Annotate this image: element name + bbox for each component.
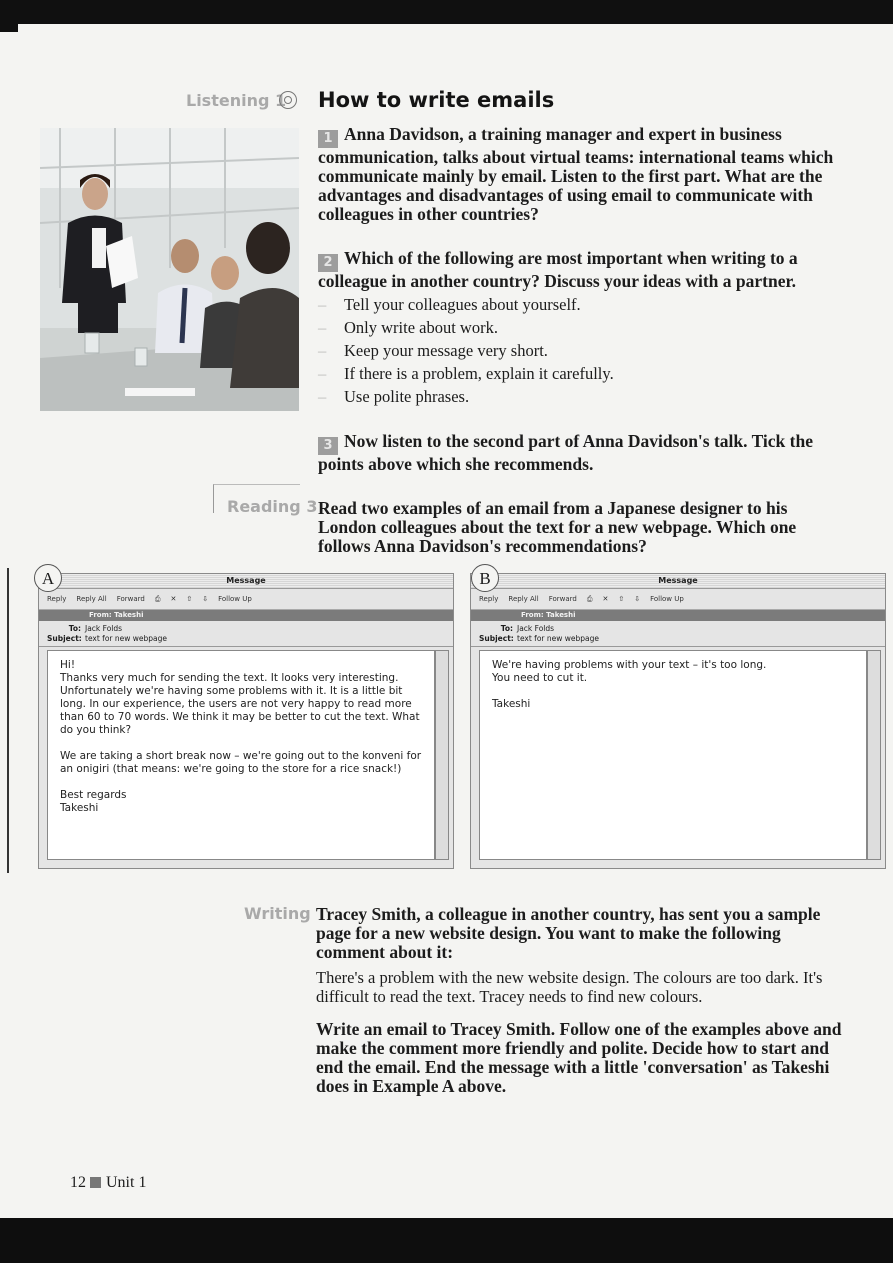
task-number-3: 3 (318, 437, 338, 455)
list-item: – Keep your message very short. (318, 339, 614, 362)
email-b-headers (471, 621, 885, 647)
writing-comment: There's a problem with the new website design. The colours are too dark. It's difficult to read the text. Tracey needs to find new colours. (316, 968, 823, 1006)
printer-icon[interactable]: ⎙ (154, 594, 161, 603)
prev-arrow-icon[interactable]: ⇧ (618, 595, 625, 603)
email-paragraph: Hi! Thanks very much for sending the text. It looks very interesting. Unfortunately we're having some problems with it. It is a little bit long. In our experience, the users are not very happy to read more than 60 to 70 words. We think it may be better to cut the text. What do you think? (60, 659, 420, 736)
email-b-titlebar (471, 574, 885, 589)
to-label: To: (68, 624, 81, 633)
reply-button[interactable]: Reply (47, 595, 67, 603)
top-edge-bar (0, 0, 893, 24)
page-title: How to write emails (318, 88, 555, 112)
task-number-1: 1 (318, 130, 338, 148)
forward-button[interactable]: Forward (116, 595, 145, 603)
next-arrow-icon[interactable]: ⇩ (634, 595, 641, 603)
to-label: To: (500, 624, 513, 633)
from-row: From: Takeshi (39, 610, 453, 621)
page-footer (70, 1174, 146, 1192)
list-item: – Tell your colleagues about yourself. (318, 293, 614, 316)
email-a-toolbar (39, 589, 453, 610)
task-number-2: 2 (318, 254, 338, 272)
unit-label: Unit 1 (106, 1174, 147, 1191)
window-title: Message (226, 576, 266, 585)
forward-button[interactable]: Forward (548, 595, 577, 603)
follow-up-button[interactable]: Follow Up (218, 595, 252, 603)
email-signoff: Best regards Takeshi (60, 789, 127, 814)
audio-cd-icon (279, 91, 297, 109)
example-a-label: A (34, 564, 62, 592)
follow-up-button[interactable]: Follow Up (650, 595, 684, 603)
reply-all-button[interactable]: Reply All (76, 595, 107, 603)
listening-label: Listening 1 (186, 91, 287, 110)
subject-value: text for new webpage (517, 634, 600, 643)
to-value: Jack Folds (85, 624, 123, 633)
printer-icon[interactable]: ⎙ (586, 594, 593, 603)
task-1 (318, 125, 843, 224)
email-b-body (479, 650, 867, 860)
task-3 (318, 432, 843, 474)
window-title: Message (658, 576, 698, 585)
task-2 (318, 249, 843, 291)
list-item: – Only write about work. (318, 316, 614, 339)
task-2-text: Which of the following are most important when writing to a colleague in another country? Discuss your ideas with a partner. (318, 248, 798, 291)
list-item: – If there is a problem, explain it carefully. (318, 362, 614, 385)
writing-task: Write an email to Tracey Smith. Follow one of the examples above and make the comment more friendly and polite. Decide how to start and end the email. End the message with a little 'conversation' as Takeshi does in Example A above. (316, 1019, 842, 1096)
footer-square-icon (90, 1177, 101, 1188)
bottom-edge-bar (0, 1218, 893, 1263)
to-value: Jack Folds (517, 624, 555, 633)
writing-intro: Tracey Smith, a colleague in another country, has sent you a sample page for a new website design. You want to make the following comment about it: (316, 904, 821, 962)
email-b-scrollbar[interactable] (867, 650, 881, 860)
meeting-photo (40, 128, 299, 411)
email-signoff: Takeshi (492, 698, 531, 710)
email-a-headers (39, 621, 453, 647)
example-b-label: B (471, 564, 499, 592)
from-row: From: Takeshi (471, 610, 885, 621)
recommendation-list (318, 293, 614, 408)
email-b-toolbar (471, 589, 885, 610)
subject-value: text for new webpage (85, 634, 168, 643)
prev-arrow-icon[interactable]: ⇧ (186, 595, 193, 603)
left-margin-line (7, 568, 9, 873)
task-3-text: Now listen to the second part of Anna Davidson's talk. Tick the points above which she recommends. (318, 431, 813, 474)
email-a-scrollbar[interactable] (435, 650, 449, 860)
list-item: – Use polite phrases. (318, 385, 614, 408)
subject-label: Subject: (479, 634, 514, 643)
email-window-b (470, 573, 886, 869)
subject-label: Subject: (47, 634, 82, 643)
task-1-text: Anna Davidson, a training manager and expert in business communication, talks about virtual teams: international teams which communicate mainly by email. Listen to the first part. What are the advantages and disadvantages of using email to communicate with colleagues in other countries? (318, 124, 834, 224)
page-number: 12 (70, 1174, 86, 1191)
meeting-photo-illustration (40, 128, 299, 411)
email-a-body (47, 650, 435, 860)
writing-label: Writing (244, 904, 311, 923)
reply-all-button[interactable]: Reply All (508, 595, 539, 603)
delete-icon[interactable]: ✕ (602, 595, 609, 603)
delete-icon[interactable]: ✕ (170, 595, 177, 603)
email-a-titlebar (39, 574, 453, 589)
email-paragraph: We're having problems with your text – it's too long. You need to cut it. (492, 659, 767, 684)
top-edge-notch (0, 24, 18, 32)
reply-button[interactable]: Reply (479, 595, 499, 603)
next-arrow-icon[interactable]: ⇩ (202, 595, 209, 603)
reading-instruction: Read two examples of an email from a Japanese designer to his London colleagues about the text for a new webpage. Which one follows Anna Davidson's recommendations? (318, 498, 797, 556)
email-paragraph: We are taking a short break now – we're going out to the konveni for an onigiri (that means: we're going to the store for a rice snack!) (60, 750, 422, 775)
reading-label: Reading 3 (227, 497, 318, 516)
email-window-a (38, 573, 454, 869)
